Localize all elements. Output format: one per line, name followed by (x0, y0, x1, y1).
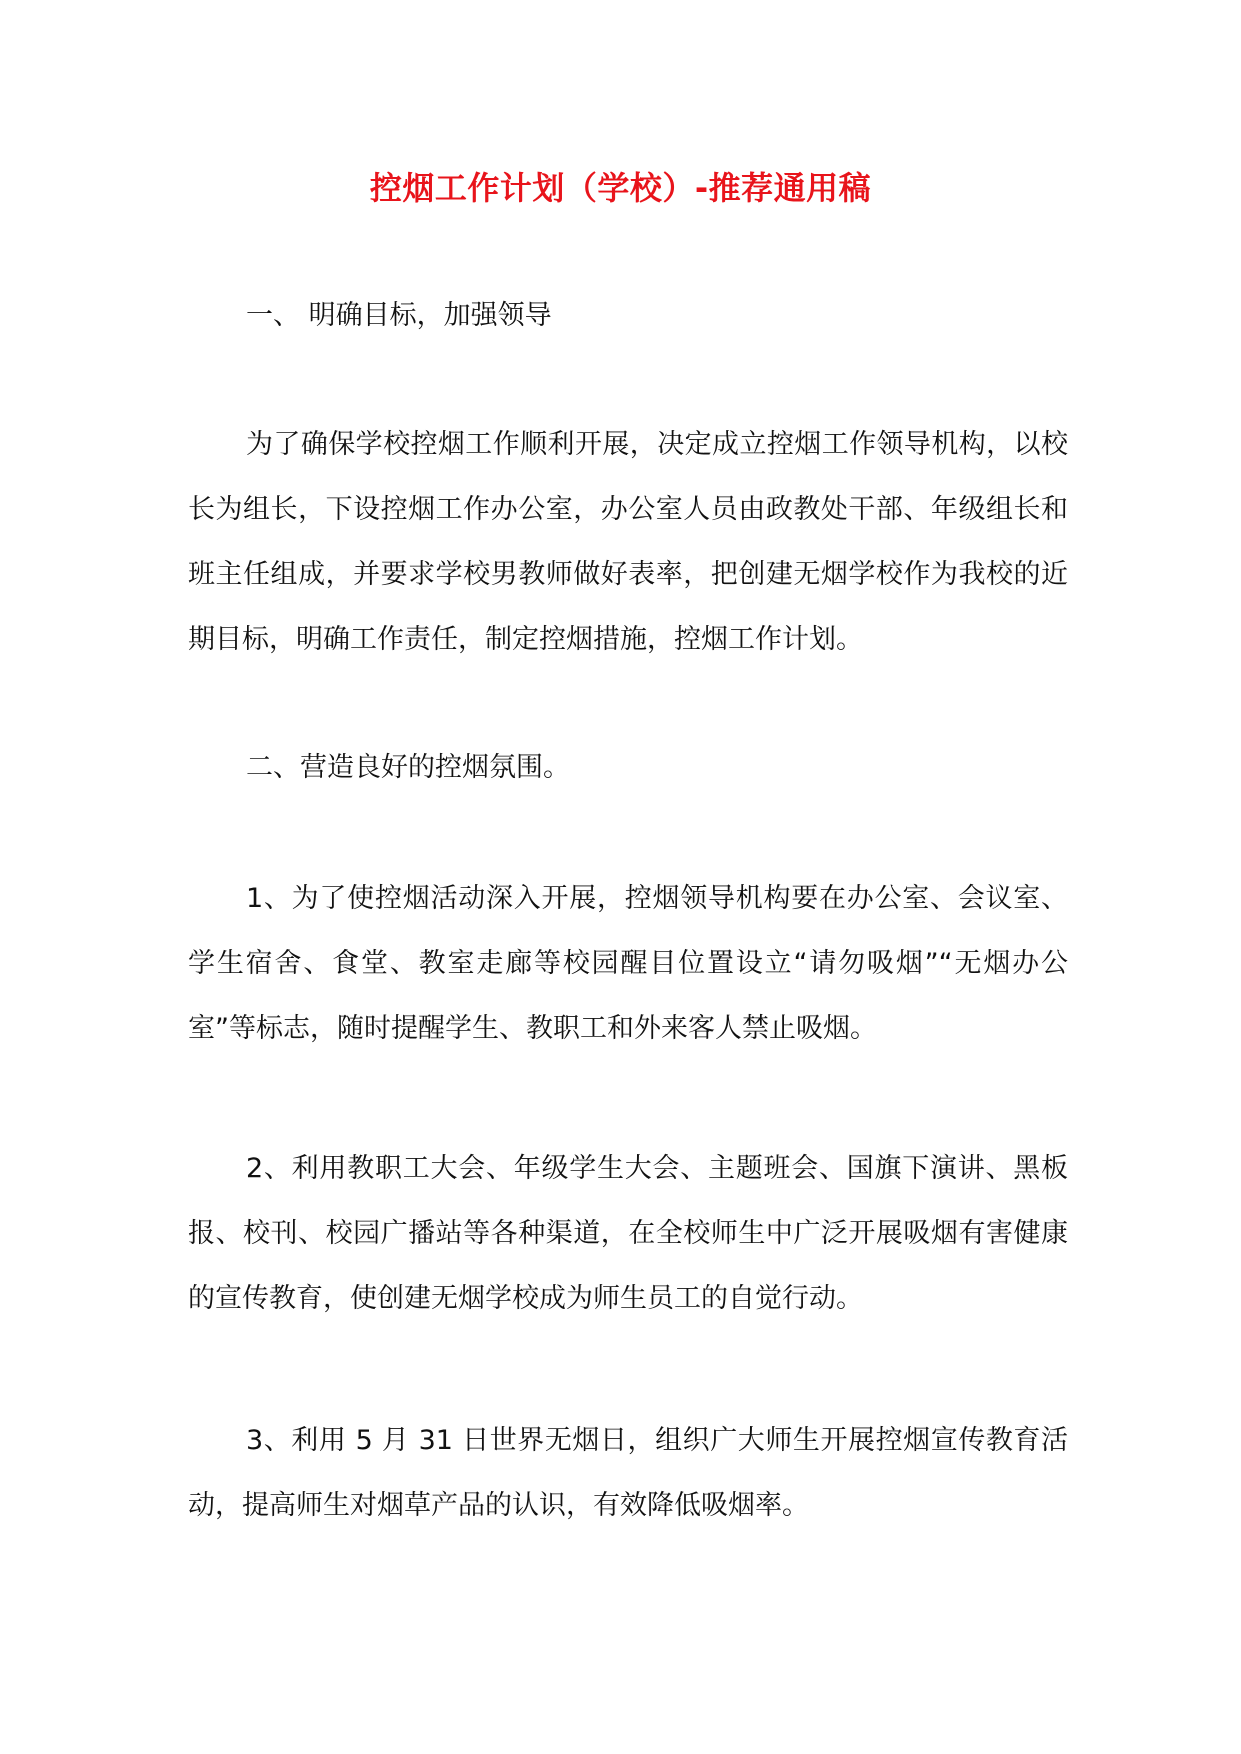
section-heading-2: 二、营造良好的控烟氛围。 (246, 752, 570, 783)
paragraph-2: 1、为了使控烟活动深入开展，控烟领导机构要在办公室、会议室、学生宿舍、食堂、教室走廊等校园醒目位置设立“请勿吸烟”“无烟办公室”等标志，随时提醒学生、教职工和外来客人禁止吸烟。 (188, 883, 1068, 1044)
paragraph-4: 3、利用 5 月 31 日世界无烟日，组织广大师生开展控烟宣传教育活动，提高师生对烟草产品的认识，有效降低吸烟率。 (188, 1425, 1068, 1521)
section-heading-1: 一、 明确目标，加强领导 (246, 300, 552, 331)
paragraph-3: 2、利用教职工大会、年级学生大会、主题班会、国旗下演讲、黑板报、校刊、校园广播站等各种渠道，在全校师生中广泛开展吸烟有害健康的宣传教育，使创建无烟学校成为师生员工的自觉行动。 (188, 1153, 1068, 1314)
document-title: 控烟工作计划（学校）-推荐通用稿 (369, 169, 872, 207)
paragraph-1: 为了确保学校控烟工作顺利开展，决定成立控烟工作领导机构，以校长为组长，下设控烟工作办公室，办公室人员由政教处干部、年级组长和班主任组成，并要求学校男教师做好表率，把创建无烟学校作为我校的近期目标，明确工作责任，制定控烟措施，控烟工作计划。 (188, 429, 1068, 655)
